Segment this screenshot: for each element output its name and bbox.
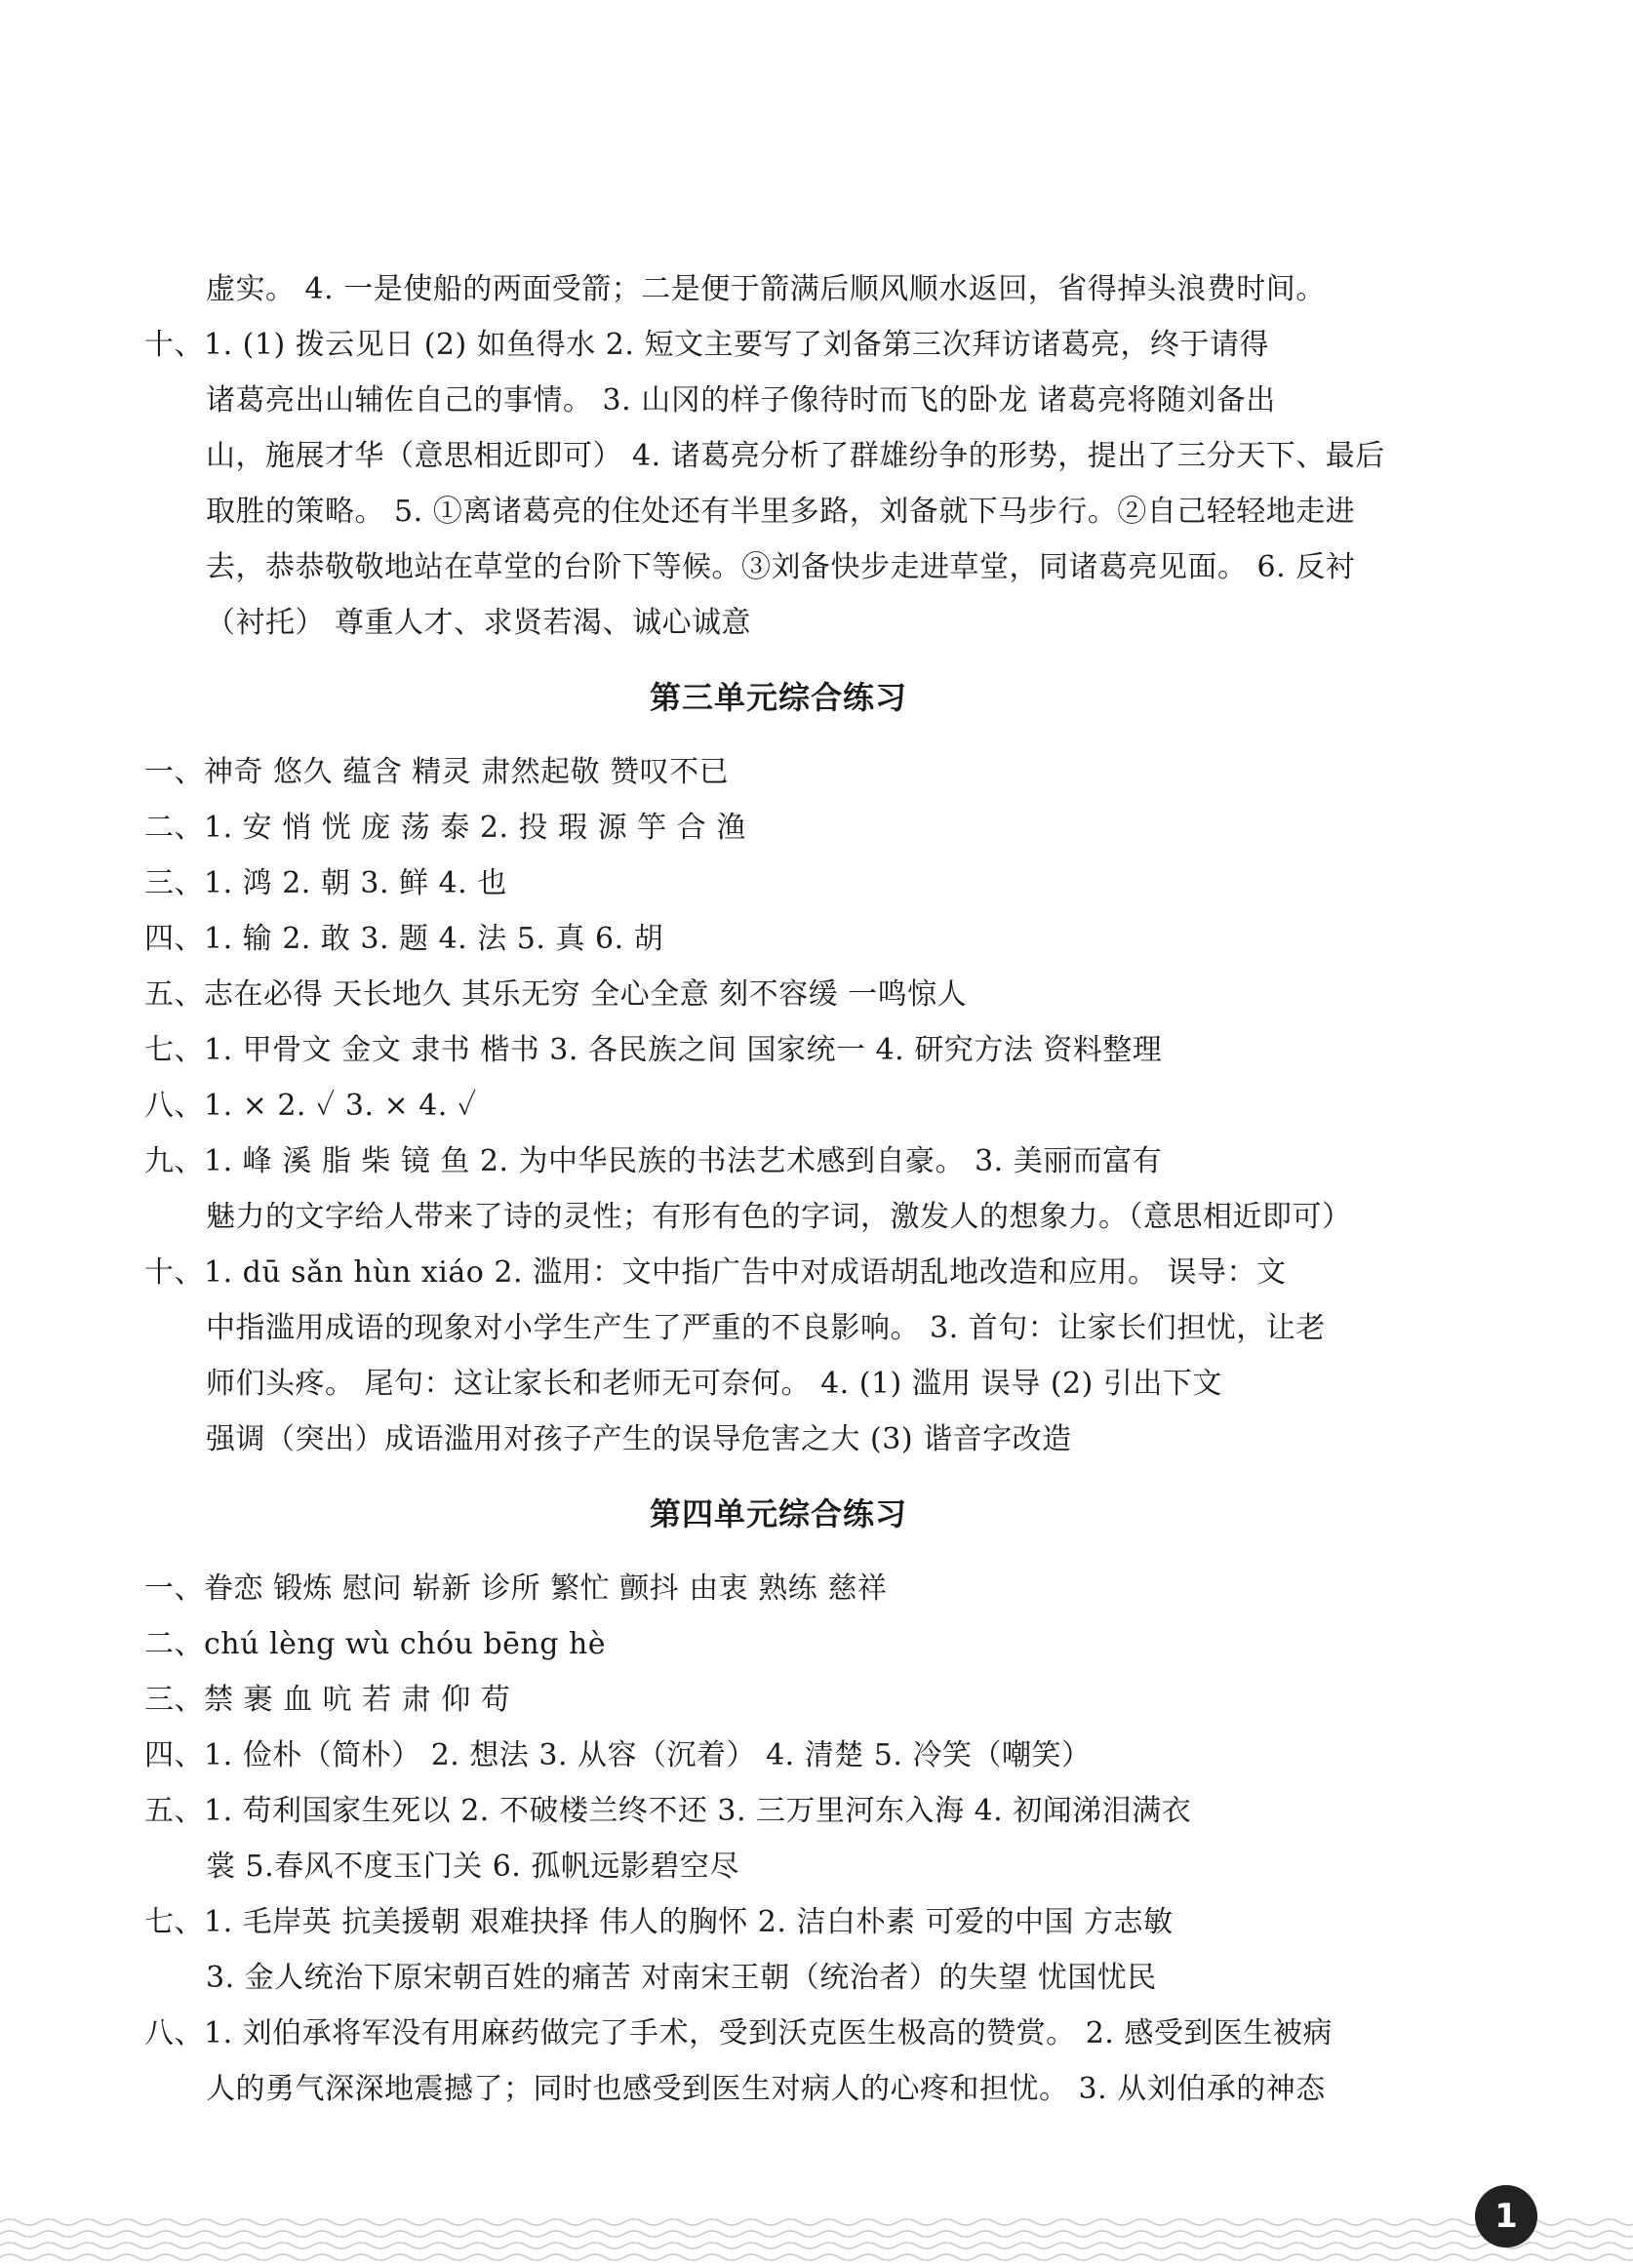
section-4-line: 八、1. 刘伯承将军没有用麻药做完了手术，受到沃克医生极高的赞赏。 2. 感受到医生被病 bbox=[144, 2016, 1333, 2050]
section-3-line: 一、神奇 悠久 蕴含 精灵 肃然起敬 赞叹不已 bbox=[144, 755, 730, 789]
section-2-line: 诸葛亮出山辅佐自己的事情。 3. 山冈的样子像待时而飞的卧龙 诸葛亮将随刘备出 bbox=[206, 383, 1276, 418]
section-3-line: 中指滥用成语的现象对小学生产生了严重的不良影响。 3. 首句：让家长们担忧，让老 bbox=[206, 1311, 1326, 1345]
section-2-line: （衬托） 尊重人才、求贤若渴、诚心诚意 bbox=[206, 606, 752, 640]
section-3-answers bbox=[144, 744, 1413, 1467]
section-3-line: 五、志在必得 天长地久 其乐无穷 全心全意 刻不容缓 一鸣惊人 bbox=[144, 977, 968, 1012]
section-4-line: 人的勇气深深地震撼了；同时也感受到医生对病人的心疼和担忧。 3. 从刘伯承的神态 bbox=[206, 2072, 1326, 2106]
section-2-line: 虚实。 4. 一是使船的两面受箭；二是便于箭满后顺风顺水返回，省得掉头浪费时间。 bbox=[206, 272, 1326, 306]
section-3-line: 九、1. 峰 溪 脂 柴 镜 鱼 2. 为中华民族的书法艺术感到自豪。 3. 美丽而富有 bbox=[144, 1144, 1163, 1178]
section-3-title: 第三单元综合练习 bbox=[649, 679, 907, 716]
section-4-answers bbox=[144, 1561, 1413, 2117]
section-2-continuation bbox=[144, 261, 1413, 651]
section-3-line: 四、1. 输 2. 敢 3. 题 4. 法 5. 真 6. 胡 bbox=[144, 922, 664, 956]
section-4-line: 三、禁 裹 血 吭 若 肃 仰 苟 bbox=[144, 1683, 511, 1717]
section-3-line: 强调（突出）成语滥用对孩子产生的误导危害之大 (3) 谐音字改造 bbox=[206, 1422, 1072, 1456]
section-3-line: 二、1. 安 悄 恍 庞 荡 泰 2. 投 瑕 源 竽 合 渔 bbox=[144, 811, 746, 845]
section-3-line: 师们头疼。 尾句：这让家长和老师无可奈何。 4. (1) 滥用 误导 (2) 引出下文 bbox=[206, 1367, 1222, 1401]
wave-footer-decoration bbox=[0, 2205, 1633, 2268]
section-3-line: 八、1. × 2. ✓ 3. × 4. ✓ bbox=[144, 1089, 477, 1123]
section-4-line: 二、chú lèng wù chóu bēng hè bbox=[144, 1627, 607, 1661]
page-number-badge: 1 bbox=[1475, 2185, 1537, 2248]
section-4-line: 一、眷恋 锻炼 慰问 崭新 诊所 繁忙 颤抖 由衷 熟练 慈祥 bbox=[144, 1572, 888, 1606]
section-2-line: 取胜的策略。 5. ①离诸葛亮的住处还有半里多路，刘备就下马步行。②自己轻轻地走进 bbox=[206, 495, 1356, 529]
section-2-line: 去，恭恭敬敬地站在草堂的台阶下等候。③刘备快步走进草堂，同诸葛亮见面。 6. 反衬 bbox=[206, 550, 1356, 584]
section-4-line: 裳 5.春风不度玉门关 6. 孤帆远影碧空尽 bbox=[206, 1850, 739, 1884]
answer-content bbox=[144, 261, 1413, 2117]
section-2-line: 十、1. (1) 拨云见日 (2) 如鱼得水 2. 短文主要写了刘备第三次拜访诸葛亮，终于请得 bbox=[144, 328, 1269, 362]
section-3-line: 十、1. dū sǎn hùn xiáo 2. 滥用：文中指广告中对成语胡乱地改造和应用。 误导：文 bbox=[144, 1255, 1287, 1290]
section-4-title: 第四单元综合练习 bbox=[649, 1495, 907, 1532]
section-4-line: 3. 金人统治下原宋朝百姓的痛苦 对南宋王朝（统治者）的失望 忧国忧民 bbox=[206, 1961, 1157, 1995]
section-3-line: 魅力的文字给人带来了诗的灵性；有形有色的字词，激发人的想象力。（意思相近即可） bbox=[206, 1200, 1352, 1234]
section-4-line: 五、1. 苟利国家生死以 2. 不破楼兰终不还 3. 三万里河东入海 4. 初闻涕泪满衣 bbox=[144, 1794, 1192, 1828]
section-2-line: 山，施展才华（意思相近即可） 4. 诸葛亮分析了群雄纷争的形势，提出了三分天下、最后 bbox=[206, 439, 1385, 473]
section-4-line: 七、1. 毛岸英 抗美援朝 艰难抉择 伟人的胸怀 2. 洁白朴素 可爱的中国 方志敏 bbox=[144, 1905, 1174, 1939]
section-4-line: 四、1. 俭朴（简朴） 2. 想法 3. 从容（沉着） 4. 清楚 5. 冷笑（嘲笑） bbox=[144, 1738, 1092, 1772]
section-3-line: 三、1. 鸿 2. 朝 3. 鲜 4. 也 bbox=[144, 866, 507, 900]
section-3-line: 七、1. 甲骨文 金文 隶书 楷书 3. 各民族之间 国家统一 4. 研究方法 资料整理 bbox=[144, 1033, 1163, 1067]
